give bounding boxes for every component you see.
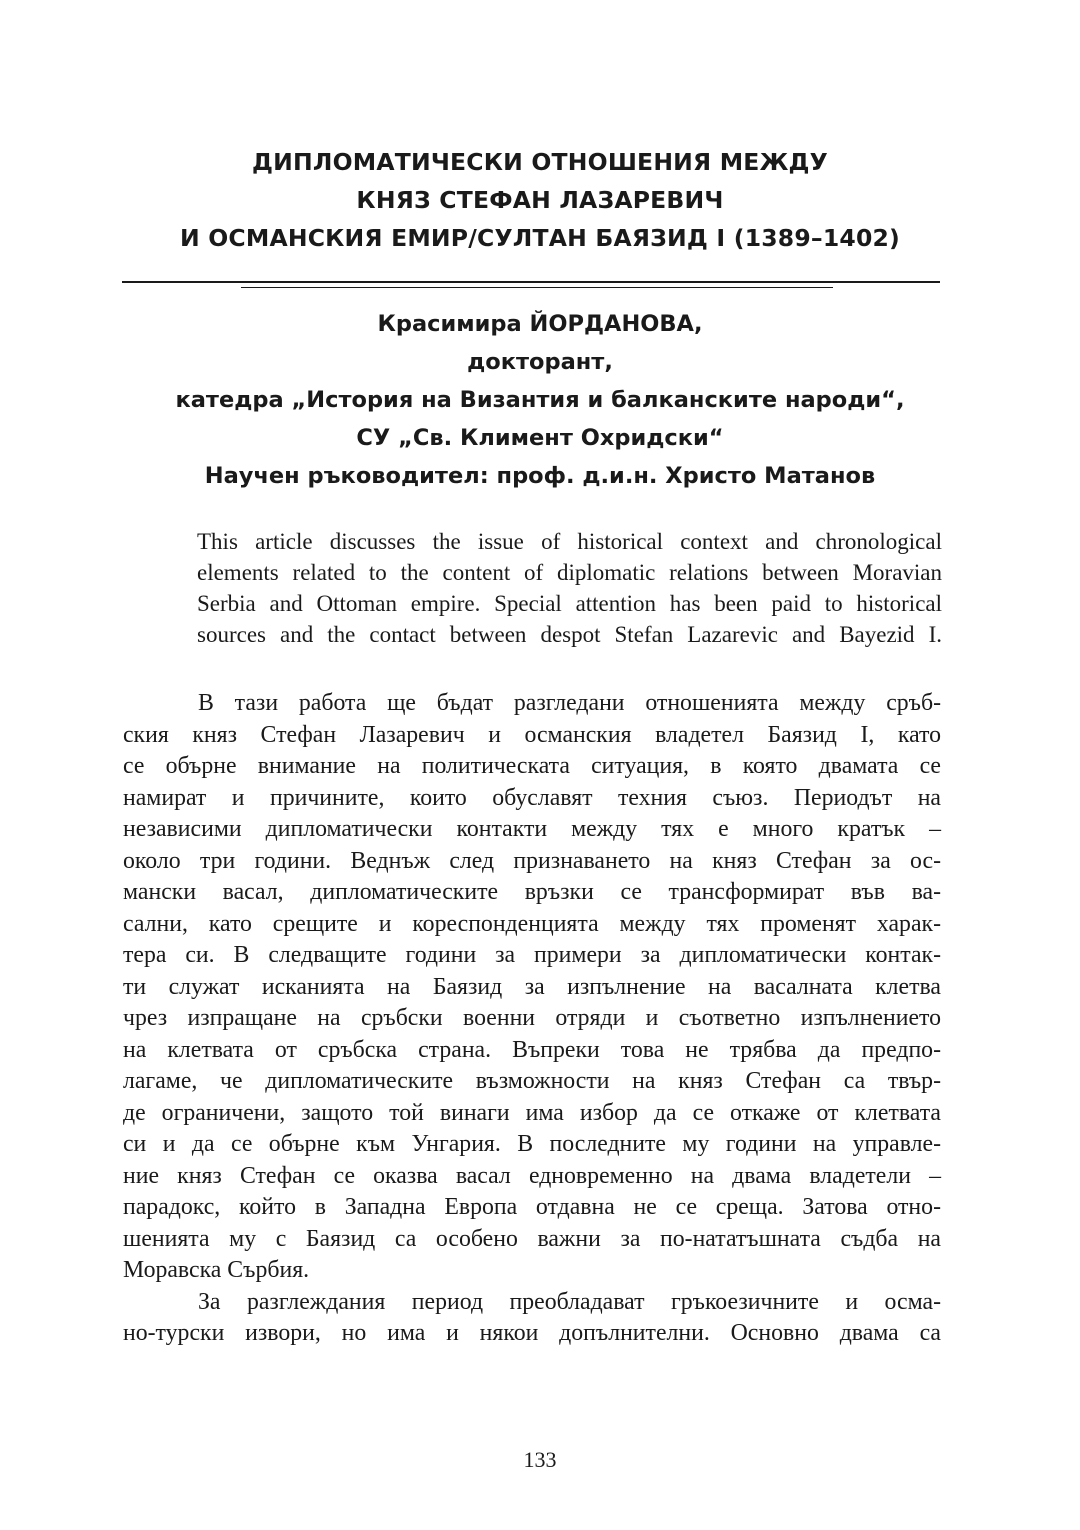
title-divider-thin: [241, 287, 833, 288]
abstract-line: Serbia and Ottoman empire. Special attention has been paid to historical: [197, 591, 942, 616]
body-line: около три години. Веднъж след признаването на княз Стефан за ос-: [123, 847, 941, 874]
title-line: КНЯЗ СТЕФАН ЛАЗАРЕВИЧ: [356, 186, 724, 214]
paragraph-1: [123, 688, 941, 1287]
abstract-line: sources and the contact between despot Stefan Lazarevic and Bayezid I.: [197, 622, 942, 647]
body-line: ти служат исканията на Баязид за изпълнение на васалната клетва: [123, 973, 941, 1000]
body-line: независими дипломатически контакти между тях е много кратък –: [123, 816, 941, 842]
body-line: де ограничени, защото той винаги има избор да се откаже от клетвата: [123, 1099, 941, 1126]
author-block: [100, 305, 980, 495]
author-name: Красимира ЙОРДАНОВА,: [377, 311, 703, 337]
author-position: докторант,: [467, 349, 613, 375]
title-divider-thick: [122, 281, 940, 283]
body-line: шенията му с Баязид са особено важни за по-нататъшната съдба на: [123, 1225, 941, 1252]
author-department: катедра „История на Византия и балканските народи“,: [175, 387, 905, 413]
author-university: СУ „Св. Климент Охридски“: [356, 425, 724, 451]
body-line: си и да се обърне към Унгария. В последните му години на управле-: [123, 1131, 941, 1157]
body-line: но-турски извори, но има и някои допълнителни. Основно двама са: [123, 1320, 941, 1346]
body-text: [123, 688, 941, 1350]
body-line: парадокс, който в Западна Европа отдавна не се среща. Затова отно-: [123, 1194, 941, 1220]
body-line: лагаме, че дипломатическите възможности на княз Стефан са твър-: [123, 1068, 941, 1094]
body-line: се обърне внимание на политическата ситуация, в която двамата се: [123, 753, 941, 779]
body-line: сални, като срещите и кореспонденцията между тях променят харак-: [123, 910, 941, 937]
abstract-line: This article discusses the issue of historical context and chronological: [197, 529, 942, 554]
body-line: мански васал, дипломатическите връзки се трансформират във ва-: [123, 879, 941, 905]
page-number: 133: [523, 1447, 557, 1472]
body-line: ския княз Стефан Лазаревич и османския владетел Баязид I, като: [123, 721, 941, 748]
body-line: на клетвата от сръбска страна. Въпреки това не трябва да предпо-: [123, 1036, 941, 1063]
body-line: За разглеждания период преобладават гръкоезичните и осма-: [198, 1288, 941, 1315]
body-line: ние княз Стефан се оказва васал едновременно на двама владетели –: [123, 1162, 941, 1189]
abstract: [197, 526, 942, 650]
body-line: тера си. В следващите години за примери за дипломатически контак-: [123, 942, 941, 968]
article-title: [100, 143, 980, 257]
body-line: намират и причините, които обуславят техния съюз. Периодът на: [123, 784, 941, 811]
body-line: чрез изпращане на сръбски военни отряди и съответно изпълнението: [123, 1005, 941, 1031]
title-line: ДИПЛОМАТИЧЕСКИ ОТНОШЕНИЯ МЕЖДУ: [252, 148, 828, 176]
paragraph-2: [123, 1287, 941, 1350]
body-line: В тази работа ще бъдат разгледани отношенията между сръб-: [198, 690, 941, 716]
body-line: Моравска Сърбия.: [123, 1257, 310, 1283]
title-line: И ОСМАНСКИЯ ЕМИР/СУЛТАН БАЯЗИД I (1389–1402): [179, 224, 900, 252]
abstract-line: elements related to the content of diplomatic relations between Moravian: [197, 560, 942, 585]
author-supervisor: Научен ръководител: проф. д.и.н. Христо Матанов: [204, 463, 876, 489]
